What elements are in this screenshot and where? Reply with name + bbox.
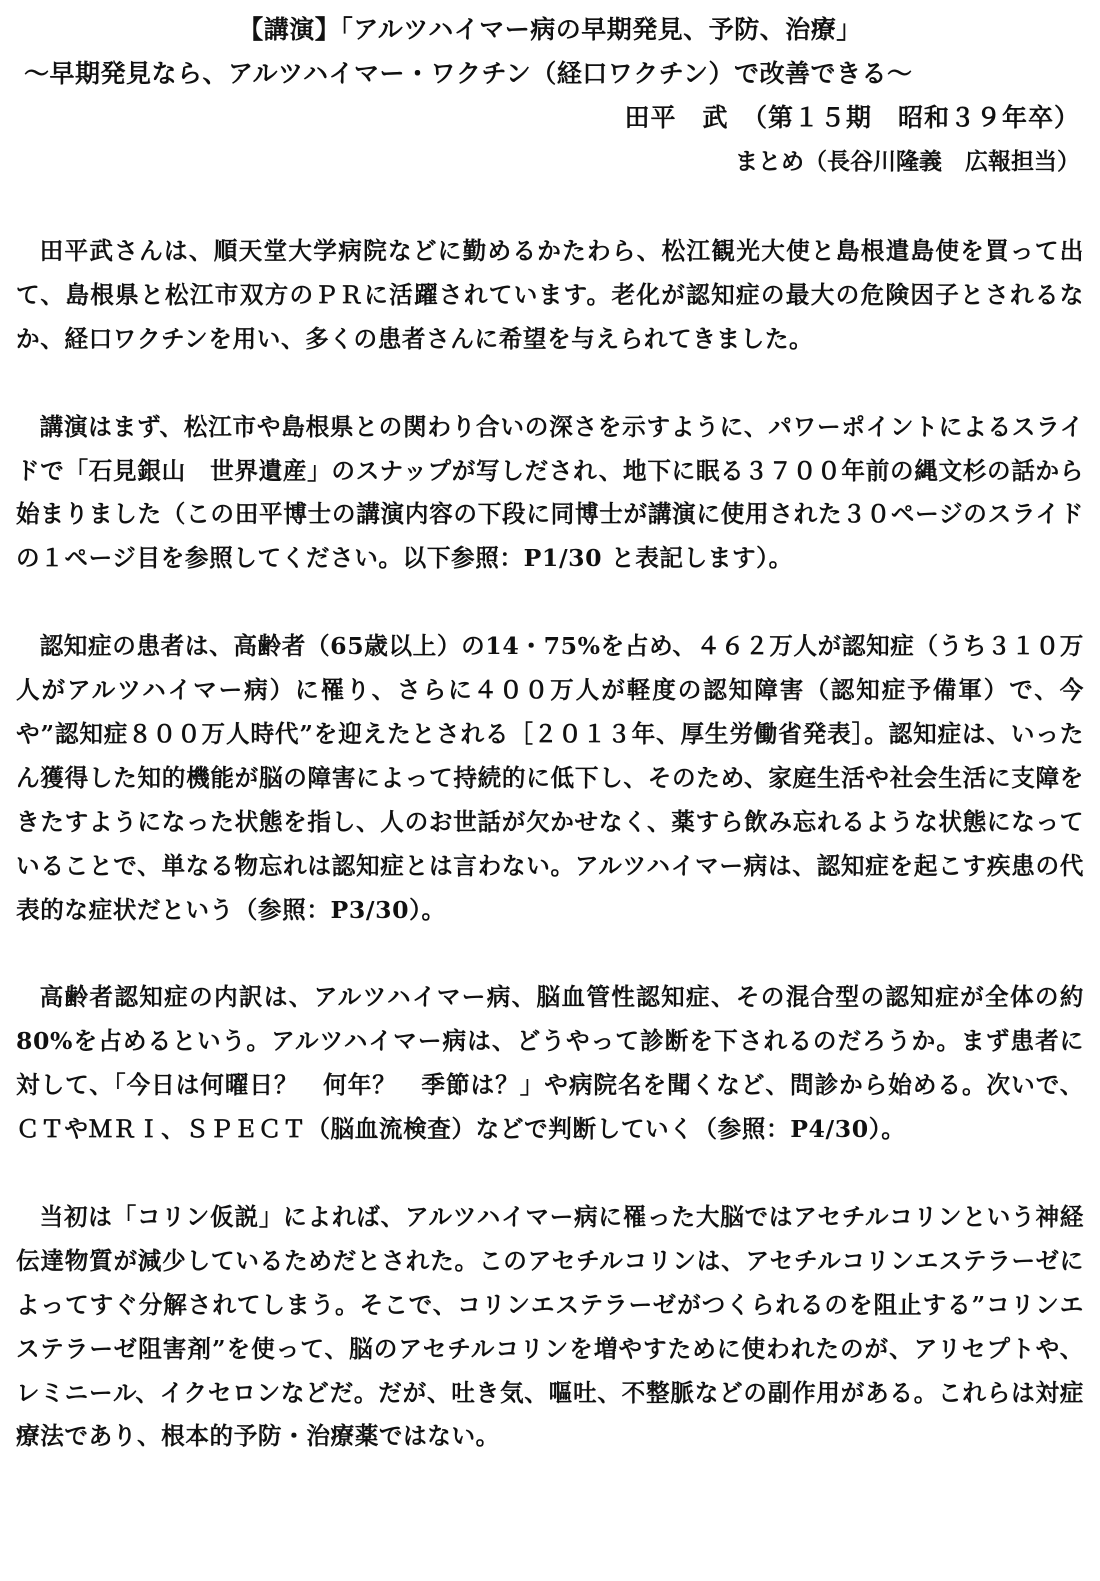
paragraph-dementia-stats: 認知症の患者は、高齢者（65歳以上）の14・75%を占め、４６２万人が認知症（うち３１０万人がアルツハイマー病）に罹り、さらに４００万人が軽度の認知障害（認知症予備軍）で、今や”認知症８００万人時代”を迎えたとされる［２０１３年、厚生労働省発表］。認知症は、いったん獲得した知的機能が脳の障害によって持続的に低下し、そのため、家庭生活や社会生活に支障をきたすようになった状態を指し、人のお世話が欠かせなく、薬すら飲み忘れるような状態になっていることで、単なる物忘れは認知症とは言わない。アルツハイマー病は、認知症を起こす疾患の代表的な症状だという（参照：P3/30）。 (16, 632, 1084, 924)
summary-credit: まとめ（長谷川隆義 広報担当） (735, 148, 1080, 175)
author-line: 田平 武 （第１５期 昭和３９年卒） (624, 103, 1080, 132)
lecture-title: 【講演】「アルツハイマー病の早期発見、予防、治療」 (238, 15, 862, 44)
lecture-subtitle: ～早期発見なら、アルツハイマー・ワクチン（経口ワクチン）で改善できる～ (24, 59, 913, 88)
article-body (16, 230, 1084, 1503)
paragraph-choline-hypothesis: 当初は「コリン仮説」によれば、アルツハイマー病に罹った大脳ではアセチルコリンという神経伝達物質が減少しているためだとされた。このアセチルコリンは、アセチルコリンエステラーゼによってすぐ分解されてしまう。そこで、コリンエステラーゼがつくられるのを阻止する”コリンエステラーゼ阻害剤”を使って、脳のアセチルコリンを増やすために使われたのが、アリセプトや、レミニール、イクセロンなどだ。だが、吐き気、嘔吐、不整脈などの副作用がある。これらは対症療法であり、根本的予防・治療薬ではない。 (16, 1202, 1084, 1451)
paragraph-lecture-start: 講演はまず、松江市や島根県との関わり合いの深さを示すように、パワーポイントによるスライドで「石見銀山 世界遺産」のスナップが写しだされ、地下に眠る３７００年前の縄文杉の話から始まりました（この田平博士の講演内容の下段に同博士が講演に使用された３０ページのスライドの１ページ目を参照してください。以下参照：P1/30 と表記します）。 (16, 412, 1084, 573)
paragraph-diagnosis: 高齢者認知症の内訳は、アルツハイマー病、脳血管性認知症、その混合型の認知症が全体の約80%を占めるという。アルツハイマー病は、どうやって診断を下されるのだろうか。まず患者に対して、「今日は何曜日？ 何年？ 季節は？」や病院名を聞くなど、問診から始める。次いで、ＣＴやＭＲＩ、ＳＰＥＣＴ（脳血流検査）などで判断していく（参照：P4/30）。 (16, 983, 1084, 1144)
paragraph-intro: 田平武さんは、順天堂大学病院などに勤めるかたわら、松江観光大使と島根遣島使を買って出て、島根県と松江市双方のＰＲに活躍されています。老化が認知症の最大の危険因子とされるなか、経口ワクチンを用い、多くの患者さんに希望を与えられてきました。 (16, 237, 1084, 353)
